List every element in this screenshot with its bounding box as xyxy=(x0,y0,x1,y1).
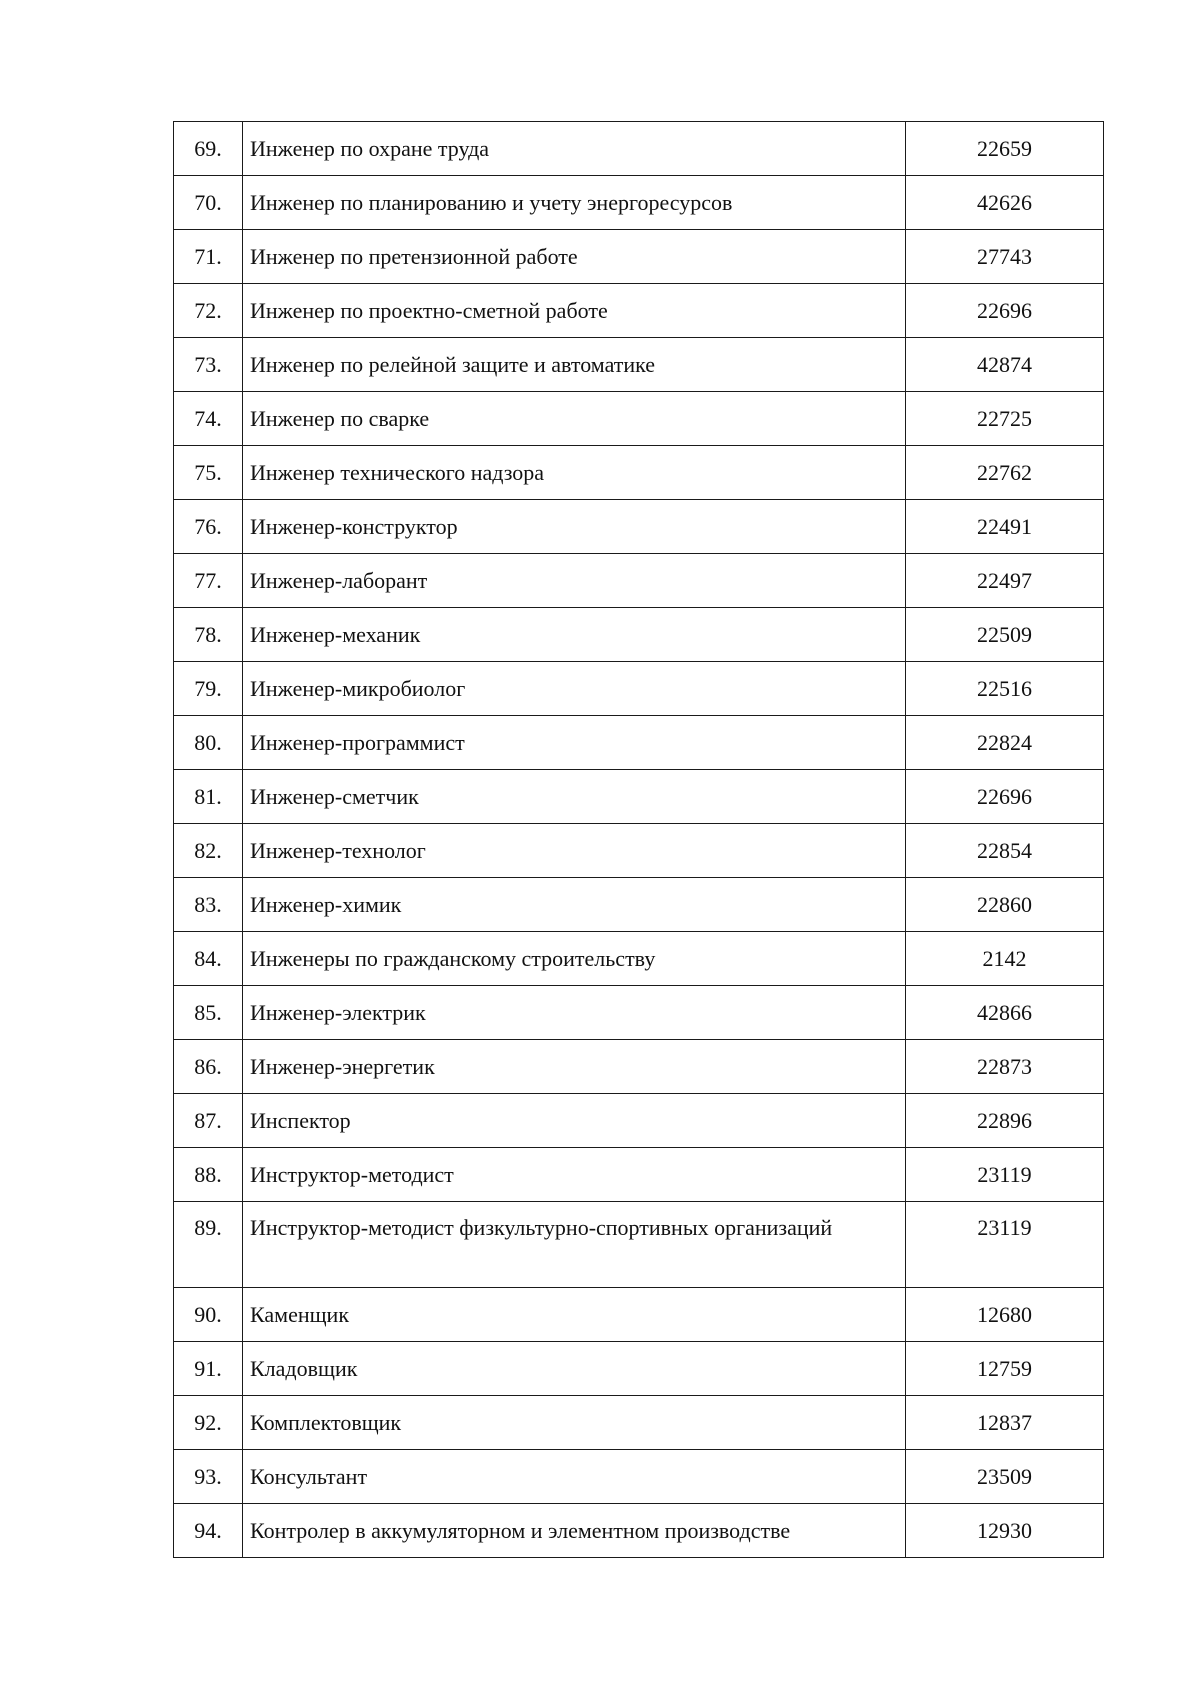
row-number: 74. xyxy=(174,392,243,446)
table-row xyxy=(174,392,1104,446)
row-number: 76. xyxy=(174,500,243,554)
table-row xyxy=(174,1342,1104,1396)
profession-name: Инженер-технолог xyxy=(243,824,906,878)
profession-code: 23119 xyxy=(906,1202,1104,1288)
profession-code: 22854 xyxy=(906,824,1104,878)
profession-code: 12837 xyxy=(906,1396,1104,1450)
table-row xyxy=(174,176,1104,230)
row-number: 93. xyxy=(174,1450,243,1504)
table-row xyxy=(174,446,1104,500)
profession-code: 12759 xyxy=(906,1342,1104,1396)
profession-code: 22497 xyxy=(906,554,1104,608)
profession-code: 22491 xyxy=(906,500,1104,554)
table-row xyxy=(174,1040,1104,1094)
row-number: 73. xyxy=(174,338,243,392)
profession-name: Инженер-микробиолог xyxy=(243,662,906,716)
row-number: 83. xyxy=(174,878,243,932)
profession-name: Инженер-лаборант xyxy=(243,554,906,608)
profession-code: 22696 xyxy=(906,770,1104,824)
profession-name: Инженер по сварке xyxy=(243,392,906,446)
profession-code: 22824 xyxy=(906,716,1104,770)
row-number: 71. xyxy=(174,230,243,284)
profession-code: 22896 xyxy=(906,1094,1104,1148)
table-row xyxy=(174,932,1104,986)
row-number: 69. xyxy=(174,122,243,176)
profession-code: 22762 xyxy=(906,446,1104,500)
profession-code: 22659 xyxy=(906,122,1104,176)
row-number: 79. xyxy=(174,662,243,716)
profession-name: Инженер по планированию и учету энергоресурсов xyxy=(243,176,906,230)
profession-code: 22509 xyxy=(906,608,1104,662)
profession-name: Контролер в аккумуляторном и элементном производстве xyxy=(243,1504,906,1558)
table-row xyxy=(174,1094,1104,1148)
profession-code: 27743 xyxy=(906,230,1104,284)
profession-name: Инженеры по гражданскому строительству xyxy=(243,932,906,986)
row-number: 94. xyxy=(174,1504,243,1558)
profession-code: 23509 xyxy=(906,1450,1104,1504)
professions-table-body xyxy=(174,122,1104,1558)
row-number: 78. xyxy=(174,608,243,662)
table-row xyxy=(174,1504,1104,1558)
table-row xyxy=(174,500,1104,554)
profession-name: Инженер-сметчик xyxy=(243,770,906,824)
row-number: 87. xyxy=(174,1094,243,1148)
profession-code: 12930 xyxy=(906,1504,1104,1558)
profession-code: 42874 xyxy=(906,338,1104,392)
table-row xyxy=(174,230,1104,284)
table-row xyxy=(174,770,1104,824)
profession-name: Инструктор-методист физкультурно-спортивных организаций xyxy=(243,1202,906,1288)
table-row xyxy=(174,554,1104,608)
profession-code: 22696 xyxy=(906,284,1104,338)
profession-name: Инженер-механик xyxy=(243,608,906,662)
profession-name: Кладовщик xyxy=(243,1342,906,1396)
profession-name: Инженер по претензионной работе xyxy=(243,230,906,284)
profession-name: Каменщик xyxy=(243,1288,906,1342)
profession-code: 42866 xyxy=(906,986,1104,1040)
row-number: 88. xyxy=(174,1148,243,1202)
table-row xyxy=(174,824,1104,878)
profession-name: Инспектор xyxy=(243,1094,906,1148)
profession-name: Инженер по релейной защите и автоматике xyxy=(243,338,906,392)
row-number: 84. xyxy=(174,932,243,986)
profession-code: 12680 xyxy=(906,1288,1104,1342)
profession-name: Инженер-электрик xyxy=(243,986,906,1040)
table-row xyxy=(174,716,1104,770)
row-number: 77. xyxy=(174,554,243,608)
row-number: 92. xyxy=(174,1396,243,1450)
row-number: 70. xyxy=(174,176,243,230)
table-row xyxy=(174,1148,1104,1202)
profession-code: 22860 xyxy=(906,878,1104,932)
table-row xyxy=(174,986,1104,1040)
row-number: 80. xyxy=(174,716,243,770)
table-row xyxy=(174,878,1104,932)
table-row xyxy=(174,122,1104,176)
profession-name: Инженер-конструктор xyxy=(243,500,906,554)
table-row xyxy=(174,338,1104,392)
row-number: 82. xyxy=(174,824,243,878)
profession-name: Инструктор-методист xyxy=(243,1148,906,1202)
profession-name: Инженер по охране труда xyxy=(243,122,906,176)
profession-name: Консультант xyxy=(243,1450,906,1504)
row-number: 91. xyxy=(174,1342,243,1396)
table-row xyxy=(174,1396,1104,1450)
profession-name: Инженер-химик xyxy=(243,878,906,932)
table-row xyxy=(174,662,1104,716)
table-row xyxy=(174,284,1104,338)
row-number: 86. xyxy=(174,1040,243,1094)
row-number: 90. xyxy=(174,1288,243,1342)
row-number: 75. xyxy=(174,446,243,500)
row-number: 72. xyxy=(174,284,243,338)
profession-code: 23119 xyxy=(906,1148,1104,1202)
profession-name: Инженер технического надзора xyxy=(243,446,906,500)
profession-code: 22873 xyxy=(906,1040,1104,1094)
row-number: 85. xyxy=(174,986,243,1040)
profession-code: 22725 xyxy=(906,392,1104,446)
table-row xyxy=(174,1450,1104,1504)
table-row xyxy=(174,608,1104,662)
profession-name: Инженер по проектно-сметной работе xyxy=(243,284,906,338)
profession-code: 2142 xyxy=(906,932,1104,986)
profession-code: 42626 xyxy=(906,176,1104,230)
professions-table xyxy=(173,121,1104,1558)
row-number: 81. xyxy=(174,770,243,824)
table-row xyxy=(174,1202,1104,1288)
table-row xyxy=(174,1288,1104,1342)
profession-code: 22516 xyxy=(906,662,1104,716)
profession-name: Инженер-программист xyxy=(243,716,906,770)
row-number: 89. xyxy=(174,1202,243,1288)
profession-name: Комплектовщик xyxy=(243,1396,906,1450)
profession-name: Инженер-энергетик xyxy=(243,1040,906,1094)
